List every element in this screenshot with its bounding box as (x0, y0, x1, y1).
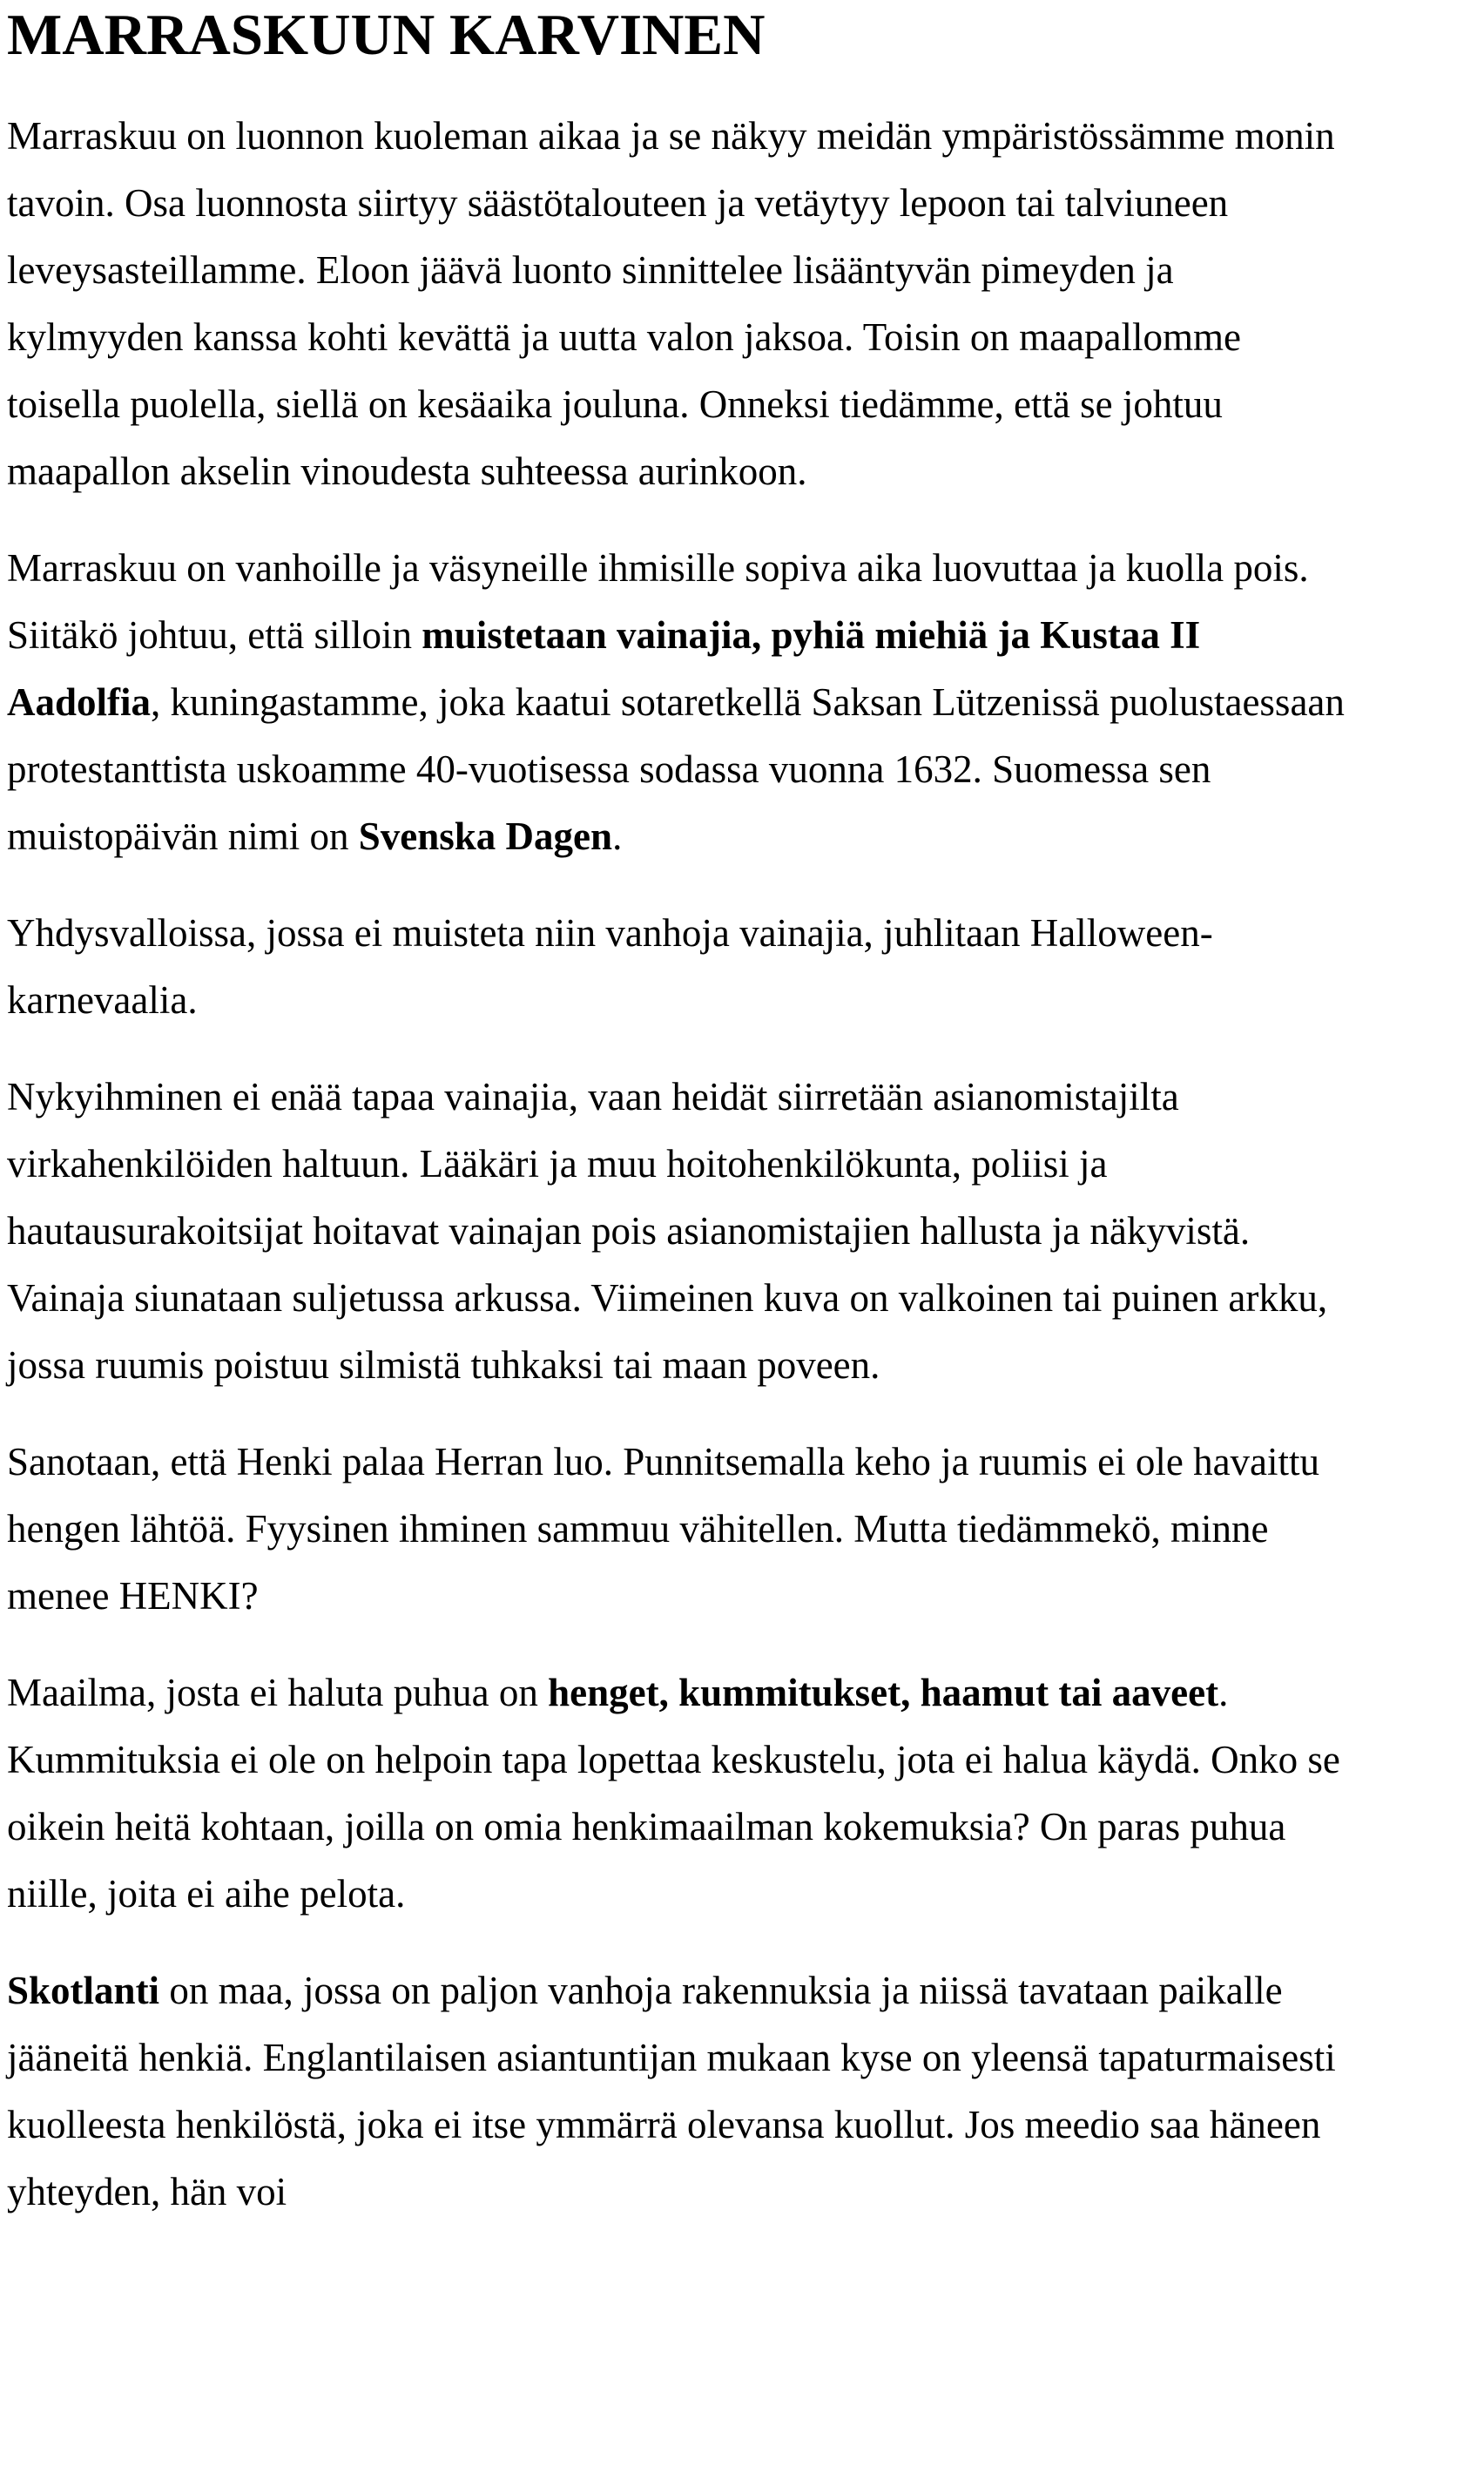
text-segment: Marraskuu on vanhoille ja väsyneille ihmisille sopiva aika luovuttaa ja kuolla pois. Siitäkö johtuu, että silloin (7, 546, 1309, 657)
document-title: MARRASKUUN KARVINEN (7, 3, 766, 67)
text-segment-bold: Svenska Dagen (358, 814, 613, 858)
text-segment: on maa, jossa on paljon vanhoja rakennuksia ja niissä tavataan paikalle jääneitä henkiä. Englantilaisen asiantuntijan mukaan kyse on yleensä tapaturmaisesti kuolleesta henkilöstä, joka ei itse ymmärrä olevansa kuollut. Jos meedio saa häneen yhteyden, hän voi (7, 1969, 1336, 2213)
text-segment-bold: muistetaan vainajia, pyhiä miehiä ja Kustaa II Aadolfia (7, 613, 1201, 724)
text-segment: Nykyihminen ei enää tapaa vainajia, vaan heidät siirretään asianomistajilta virkahenkilöiden haltuun. Lääkäri ja muu hoitohenkilökunta, poliisi ja hautausurakoitsijat hoitavat vainajan pois asianomistajien hallusta ja näkyvistä. Vainaja siunataan suljetussa arkussa. Viimeinen kuva on valkoinen tai puinen arkku, jossa ruumis poistuu silmistä tuhkaksi tai maan poveen. (7, 1075, 1328, 1387)
text-segment-bold: Skotlanti (7, 1969, 160, 2012)
text-segment: , kuningastamme, joka kaatui sotaretkellä Saksan Lützenissä puolustaessaan protestanttista uskoamme 40-vuotisessa sodassa vuonna 1632. Suomessa sen muistopäivän nimi on (7, 680, 1345, 858)
paragraph (7, 535, 1348, 870)
text-segment: Maailma, josta ei haluta puhua on (7, 1671, 549, 1714)
paragraph (7, 103, 1348, 505)
paragraph (7, 1064, 1348, 1399)
paragraph (7, 1957, 1348, 2226)
text-segment-bold: henget, kummitukset, haamut tai aaveet (548, 1671, 1219, 1714)
text-segment: Sanotaan, että Henki palaa Herran luo. Punnitsemalla keho ja ruumis ei ole havaittu hengen lähtöä. Fyysinen ihminen sammuu vähitellen. Mutta tiedämmekö, minne menee HENKI? (7, 1440, 1320, 1618)
text-segment: . Kummituksia ei ole on helpoin tapa lopettaa keskustelu, jota ei halua käydä. Onko se oikein heitä kohtaan, joilla on omia henkimaailman kokemuksia? On paras puhua niille, joita ei aihe pelota. (7, 1671, 1340, 1916)
text-segment: . (612, 814, 623, 858)
paragraph (7, 900, 1348, 1034)
paragraph (7, 1659, 1348, 1928)
document-body (7, 103, 1477, 2226)
paragraph (7, 1429, 1348, 1630)
text-segment: Marraskuu on luonnon kuoleman aikaa ja se näkyy meidän ympäristössämme monin tavoin. Osa luonnosta siirtyy säästötalouteen ja vetäytyy lepoon tai talviuneen leveysasteillamme. Eloon jäävä luonto sinnittelee lisääntyvän pimeyden ja kylmyyden kanssa kohti kevättä ja uutta valon jaksoa. Toisin on maapallomme toisella puolella, siellä on kesäaika jouluna. Onneksi tiedämme, että se johtuu maapallon akselin vinoudesta suhteessa aurinkoon. (7, 114, 1335, 493)
text-segment: Yhdysvalloissa, jossa ei muisteta niin vanhoja vainajia, juhlitaan Halloween-karnevaalia. (7, 911, 1213, 1022)
